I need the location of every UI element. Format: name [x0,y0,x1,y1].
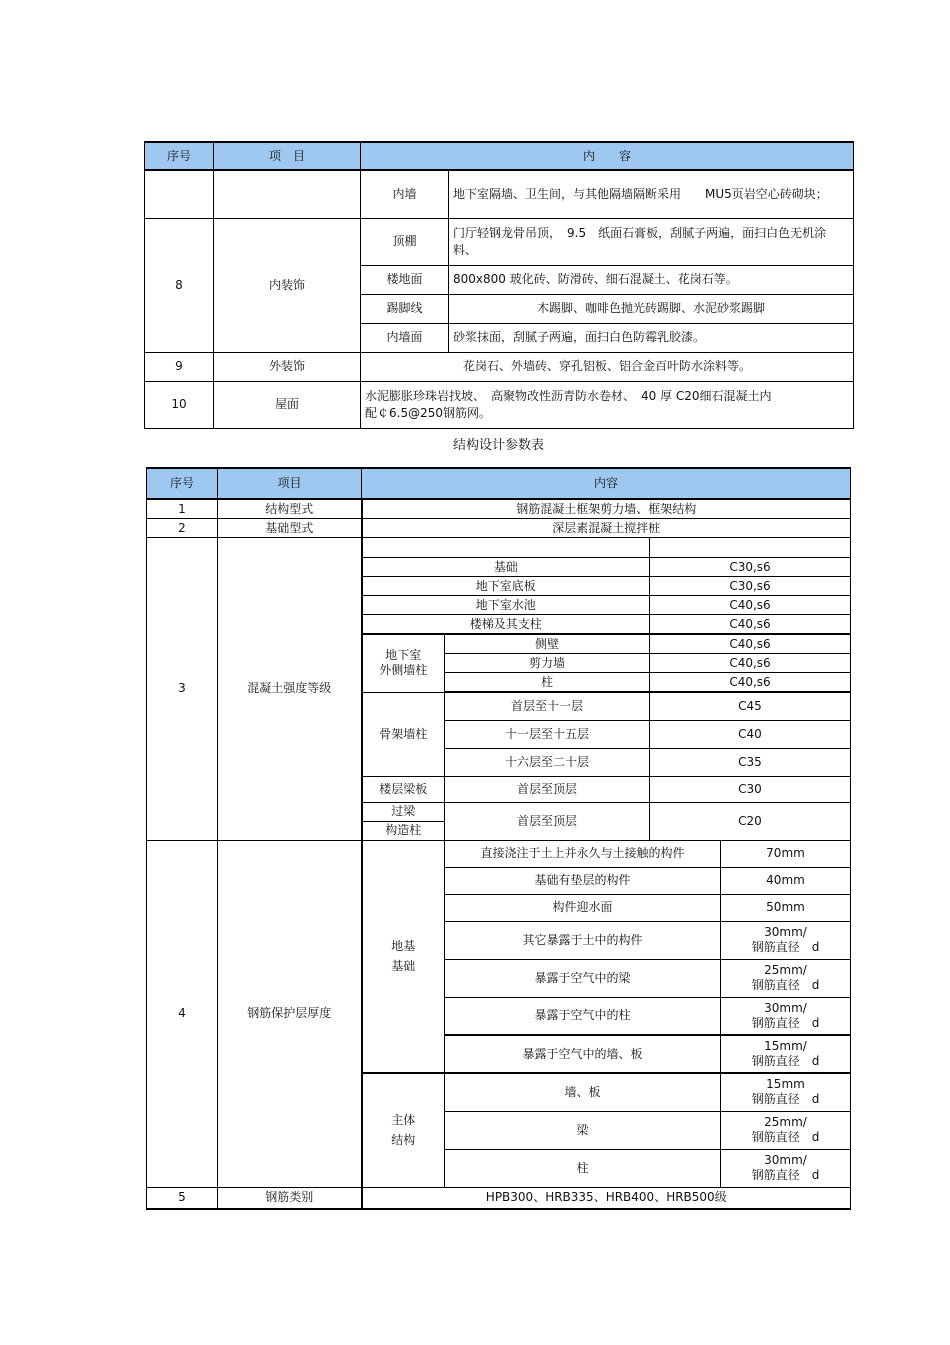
value-cell: 40mm [721,867,851,894]
header-content: 内 容 [361,142,854,170]
row-no: 5 [147,1187,218,1209]
part-cell: 直接浇注于土上并永久与土接触的构件 [445,840,721,867]
header-no: 序号 [145,142,214,170]
part-cell: 柱 [445,1149,721,1187]
part-cell: 侧壁 [445,634,650,654]
grade-cell: C40 [650,720,851,748]
content-cell: 砂浆抹面，刮腻子两遍，面扫白色防霉乳胶漆。 [449,323,854,352]
group-label: 构造柱 [362,821,445,840]
part-cell: 基础有垫层的构件 [445,867,721,894]
part-cell: 梁 [445,1111,721,1149]
row-no: 1 [147,499,218,519]
grade-cell: C40,s6 [650,673,851,693]
group-label: 主体 结构 [362,1073,445,1187]
value-cell: 30mm/ 钢筋直径 d [721,921,851,959]
grade-cell: C30 [650,776,851,802]
sub-item: 内墙 [361,170,449,218]
value-cell: 30mm/ 钢筋直径 d [721,1149,851,1187]
content-cell: 木踢脚、咖啡色抛光砖踢脚、水泥砂浆踢脚 [449,294,854,323]
group-label: 骨架墙柱 [362,692,445,776]
grade-cell: C40,s6 [650,615,851,635]
part-cell: 十一层至十五层 [445,720,650,748]
part-cell: 剪力墙 [445,654,650,673]
table-row [147,538,851,558]
row-item: 内装饰 [214,218,361,352]
row-item: 钢筋保护层厚度 [218,840,362,1187]
table-row [145,170,854,218]
part-cell: 其它暴露于土中的构件 [445,921,721,959]
table-header-row [147,468,851,499]
content-cell: HPB300、HRB335、HRB400、HRB500级 [362,1187,851,1209]
table-row [147,840,851,867]
group-label: 楼层梁板 [362,776,445,802]
group-label: 地下室 外侧墙柱 [362,634,445,692]
row-no: 3 [147,538,218,841]
grade-cell: C30,s6 [650,577,851,596]
header-content: 内容 [362,468,851,499]
grade-cell: C30,s6 [650,558,851,577]
part-cell: 墙、板 [445,1073,721,1111]
header-item: 项目 [218,468,362,499]
grade-cell: C35 [650,748,851,776]
part-cell: 基础 [362,558,650,577]
table-row [145,381,854,428]
table-row [145,352,854,381]
content-cell: 钢筋混凝土框架剪力墙、框架结构 [362,499,851,519]
part-cell: 暴露于空气中的梁 [445,959,721,997]
part-cell: 构件迎水面 [445,894,721,921]
content-cell: 水泥膨胀珍珠岩找坡、 高聚物改性沥青防水卷材、 40 厚 C20细石混凝土内配￠6.5@250钢筋网。 [361,381,854,428]
row-item: 外装饰 [214,352,361,381]
table-row [147,519,851,538]
row-no: 2 [147,519,218,538]
value-cell: 70mm [721,840,851,867]
value-cell: 15mm 钢筋直径 d [721,1073,851,1111]
part-cell: 十六层至二十层 [445,748,650,776]
building-finish-table [144,141,854,429]
table-row [147,1187,851,1209]
sub-item: 踢脚线 [361,294,449,323]
row-no: 4 [147,840,218,1187]
grade-cell: C40,s6 [650,634,851,654]
part-cell: 暴露于空气中的柱 [445,997,721,1035]
content-cell: 深层素混凝土搅拌桩 [362,519,851,538]
row-no: 9 [145,352,214,381]
part-cell: 首层至十一层 [445,692,650,720]
header-item: 项 目 [214,142,361,170]
sub-item: 楼地面 [361,265,449,294]
row-item: 结构型式 [218,499,362,519]
row-no: 10 [145,381,214,428]
grade-cell: C45 [650,692,851,720]
sub-item: 顶棚 [361,218,449,265]
value-cell: 15mm/ 钢筋直径 d [721,1035,851,1073]
row-item: 钢筋类别 [218,1187,362,1209]
content-cell: 花岗石、外墙砖、穿孔铝板、铝合金百叶防水涂料等。 [361,352,854,381]
structural-params-table [146,467,851,1210]
grade-cell: C40,s6 [650,596,851,615]
sub-item: 内墙面 [361,323,449,352]
content-cell: 门厅轻钢龙骨吊顶， 9.5 纸面石膏板，刮腻子两遍，面扫白色无机涂料、 [449,218,854,265]
group-label: 地基 基础 [362,840,445,1073]
part-cell: 楼梯及其支柱 [362,615,650,635]
table-header-row [145,142,854,170]
part-cell: 地下室水池 [362,596,650,615]
grade-cell: C20 [650,802,851,840]
group-label: 过梁 [362,802,445,821]
part-cell: 首层至顶层 [445,802,650,840]
part-cell: 暴露于空气中的墙、板 [445,1035,721,1073]
header-no: 序号 [147,468,218,499]
part-cell: 地下室底板 [362,577,650,596]
value-cell: 25mm/ 钢筋直径 d [721,959,851,997]
content-cell: 800x800 玻化砖、防滑砖、细石混凝土、花岗石等。 [449,265,854,294]
row-item: 混凝土强度等级 [218,538,362,841]
row-item: 基础型式 [218,519,362,538]
table-caption: 结构设计参数表 [452,438,544,453]
grade-cell: C40,s6 [650,654,851,673]
content-cell: 地下室隔墙、卫生间，与其他隔墙隔断采用 MU5页岩空心砖砌块； [449,170,854,218]
table-row [147,499,851,519]
value-cell: 30mm/ 钢筋直径 d [721,997,851,1035]
value-cell: 50mm [721,894,851,921]
part-cell: 柱 [445,673,650,693]
table-row [145,218,854,265]
value-cell: 25mm/ 钢筋直径 d [721,1111,851,1149]
row-no: 8 [145,218,214,352]
part-cell: 首层至顶层 [445,776,650,802]
row-item: 屋面 [214,381,361,428]
